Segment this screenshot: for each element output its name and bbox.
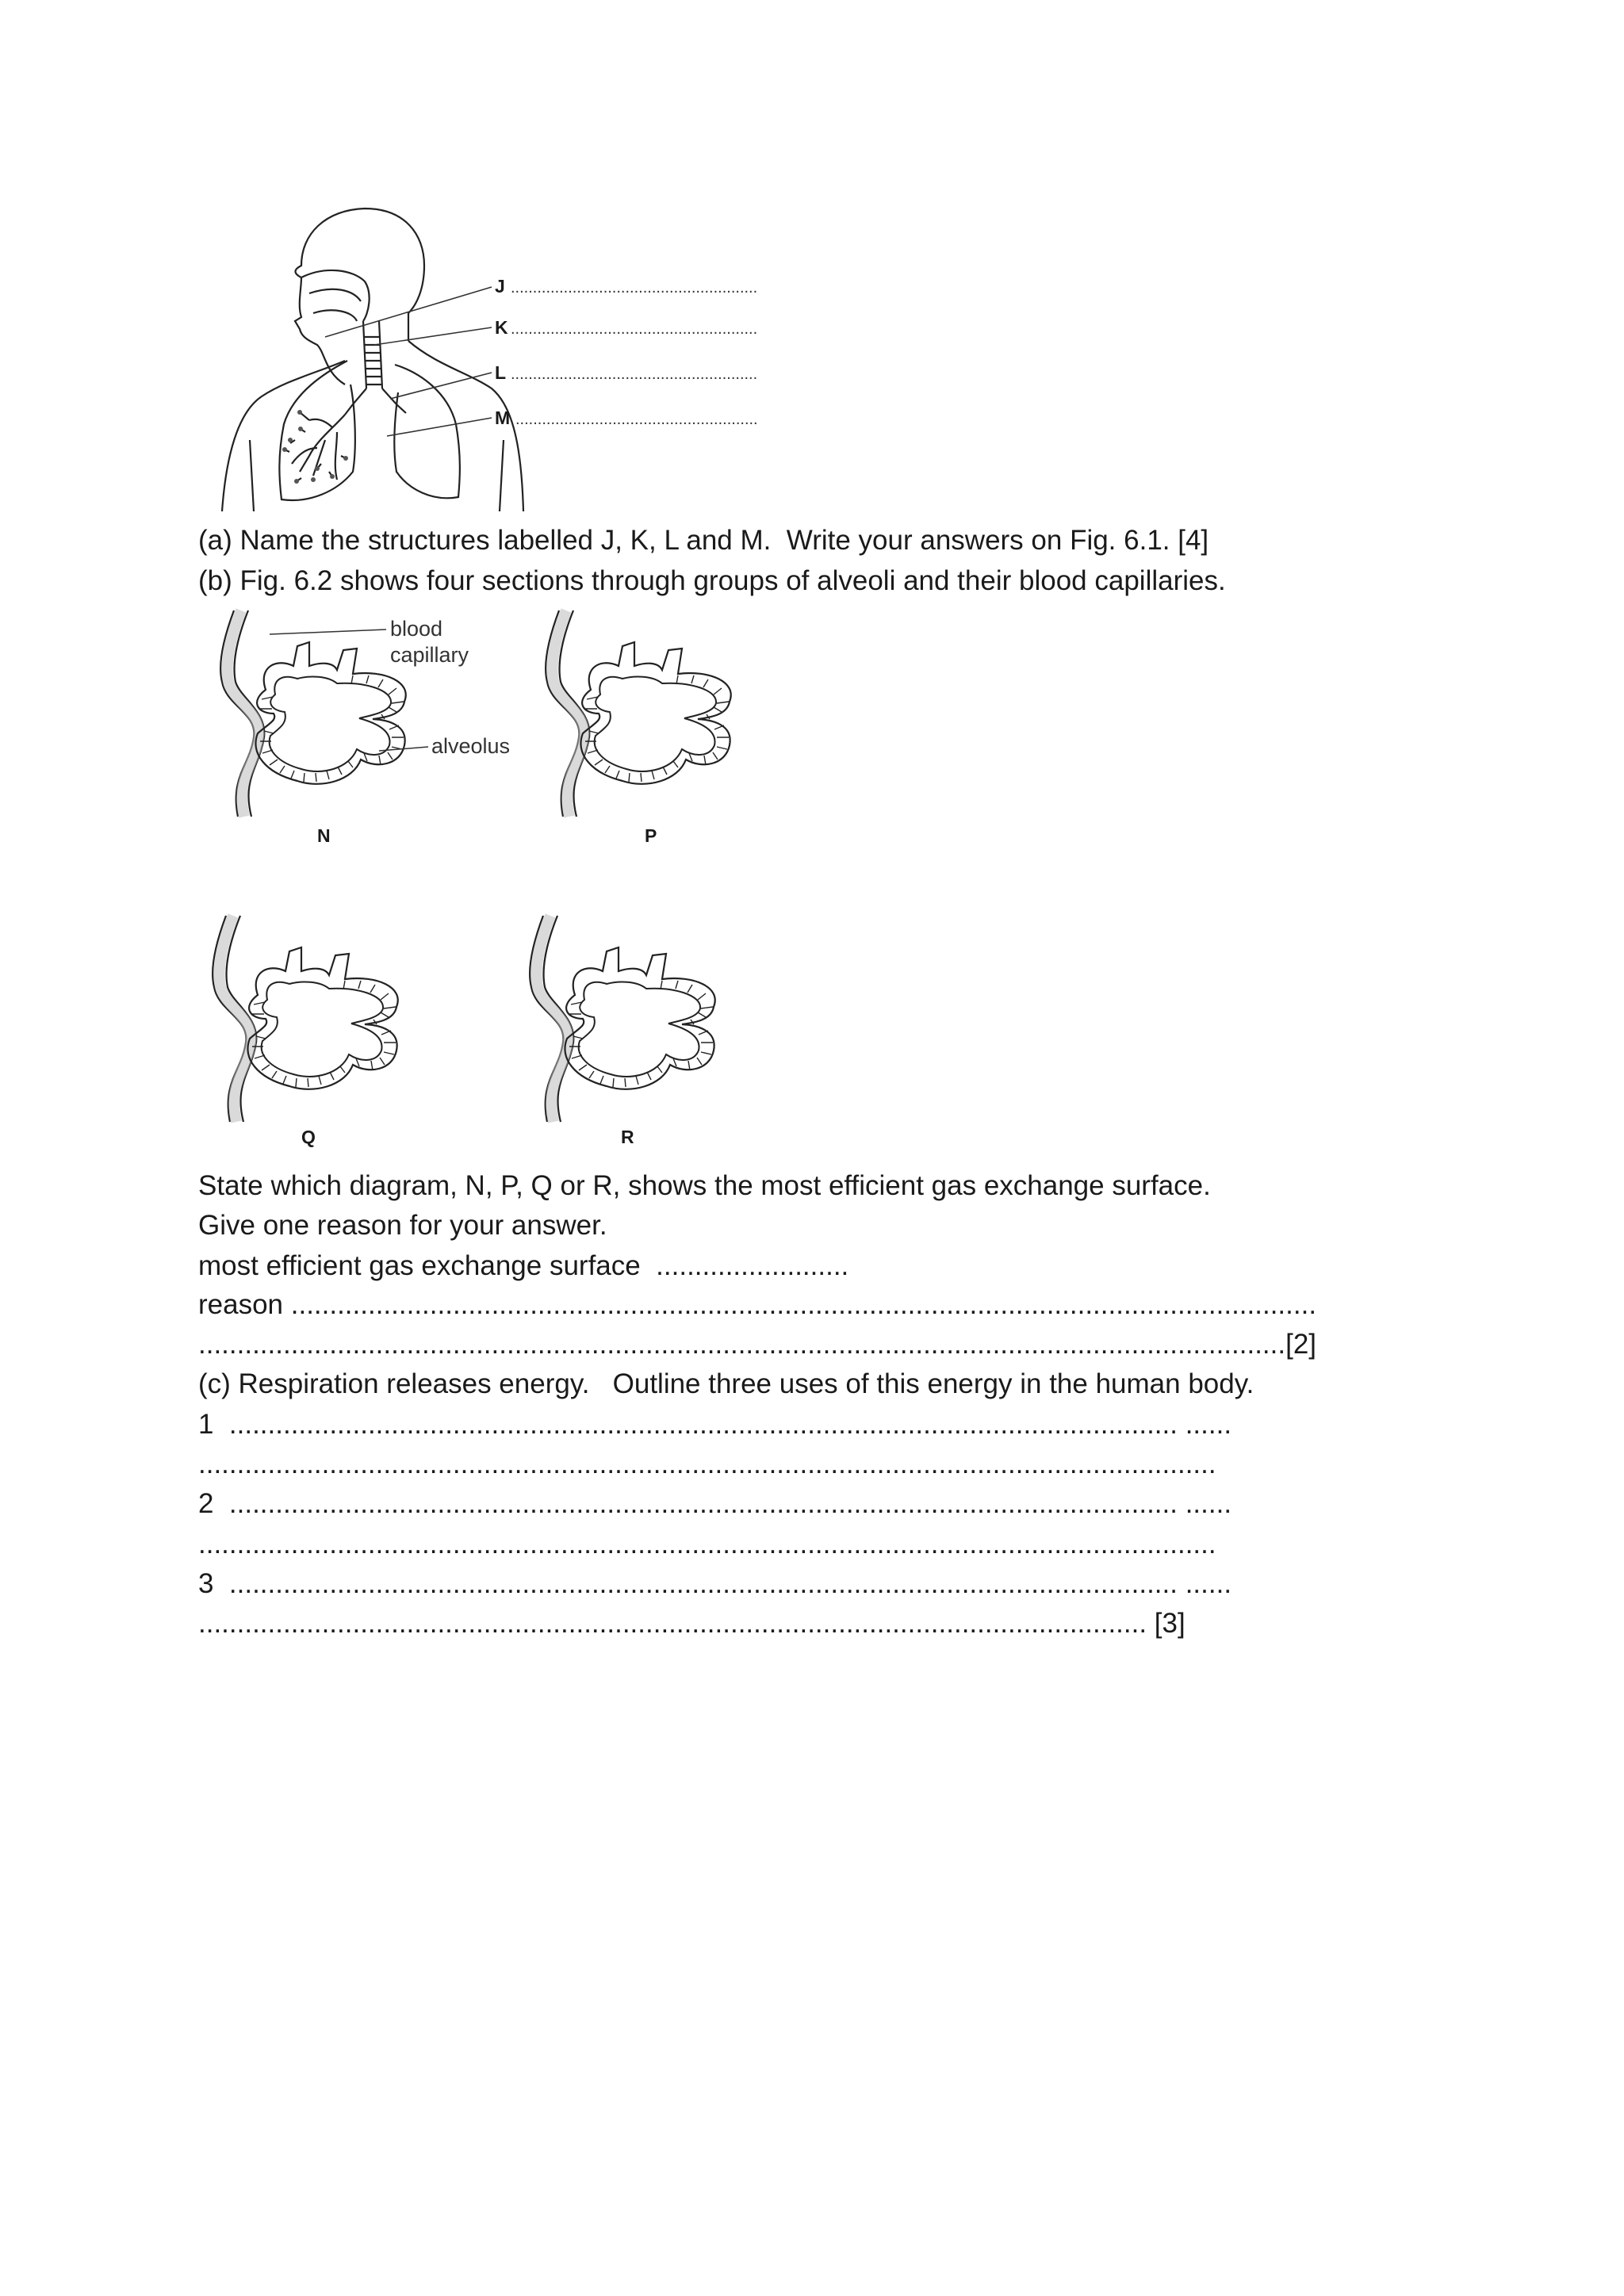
label-j-answer-dots[interactable]: ........................................................ <box>511 279 758 297</box>
alveolus-label: alveolus <box>431 734 511 758</box>
panel-label-p: P <box>645 825 657 846</box>
alveolus-panel-r <box>530 916 715 1147</box>
label-l: L <box>495 362 507 383</box>
label-m-answer-dots[interactable]: ....................................................... <box>515 411 758 428</box>
use-3-line-1[interactable]: 3 ........................................................................................................................... ...... <box>198 1568 1232 1599</box>
answer-surface-line[interactable]: most efficient gas exchange surface ......................... <box>198 1250 849 1281</box>
alveolus-panel-n <box>220 610 510 846</box>
answer-reason-line-1[interactable]: reason ..................................................................................................................................... <box>198 1289 1317 1320</box>
panel-label-n: N <box>317 825 331 846</box>
label-m: M <box>495 408 511 428</box>
question-a: (a) Name the structures labelled J, K, L and M. Write your answers on Fig. 6.1. [4] <box>198 525 1209 556</box>
use-1-line-2[interactable]: .................................................................................................................................... <box>198 1448 1216 1479</box>
alveolus-panel-q <box>213 916 398 1147</box>
label-l-answer-dots[interactable]: ........................................................ <box>511 365 758 383</box>
answer-reason-line-2[interactable]: .............................................................................................................................................[2] <box>198 1329 1317 1360</box>
question-b: (b) Fig. 6.2 shows four sections through groups of alveoli and their blood capillaries. <box>198 565 1226 596</box>
use-2-line-2[interactable]: .................................................................................................................................... <box>198 1529 1216 1559</box>
panel-label-r: R <box>621 1127 634 1147</box>
use-2-line-1[interactable]: 2 ........................................................................................................................... ...... <box>198 1488 1232 1519</box>
label-k-answer-dots[interactable]: ........................................................ <box>511 320 758 338</box>
blood-label: blood <box>390 617 443 641</box>
prompt-line-1: State which diagram, N, P, Q or R, shows the most efficient gas exchange surface. <box>198 1170 1211 1201</box>
alveolus-panel-p <box>546 610 731 846</box>
use-1-line-1[interactable]: 1 ........................................................................................................................... ...... <box>198 1409 1232 1440</box>
label-j: J <box>495 276 505 297</box>
capillary-label: capillary <box>390 643 469 667</box>
alveoli-figure <box>198 610 769 1165</box>
label-k: K <box>495 317 508 338</box>
panel-label-q: Q <box>301 1127 316 1147</box>
use-3-line-2[interactable]: ........................................................................................................................... [3] <box>198 1608 1185 1639</box>
prompt-line-2: Give one reason for your answer. <box>198 1210 607 1241</box>
respiratory-system-figure <box>206 202 809 519</box>
question-c: (c) Respiration releases energy. Outline three uses of this energy in the human body. <box>198 1368 1254 1399</box>
